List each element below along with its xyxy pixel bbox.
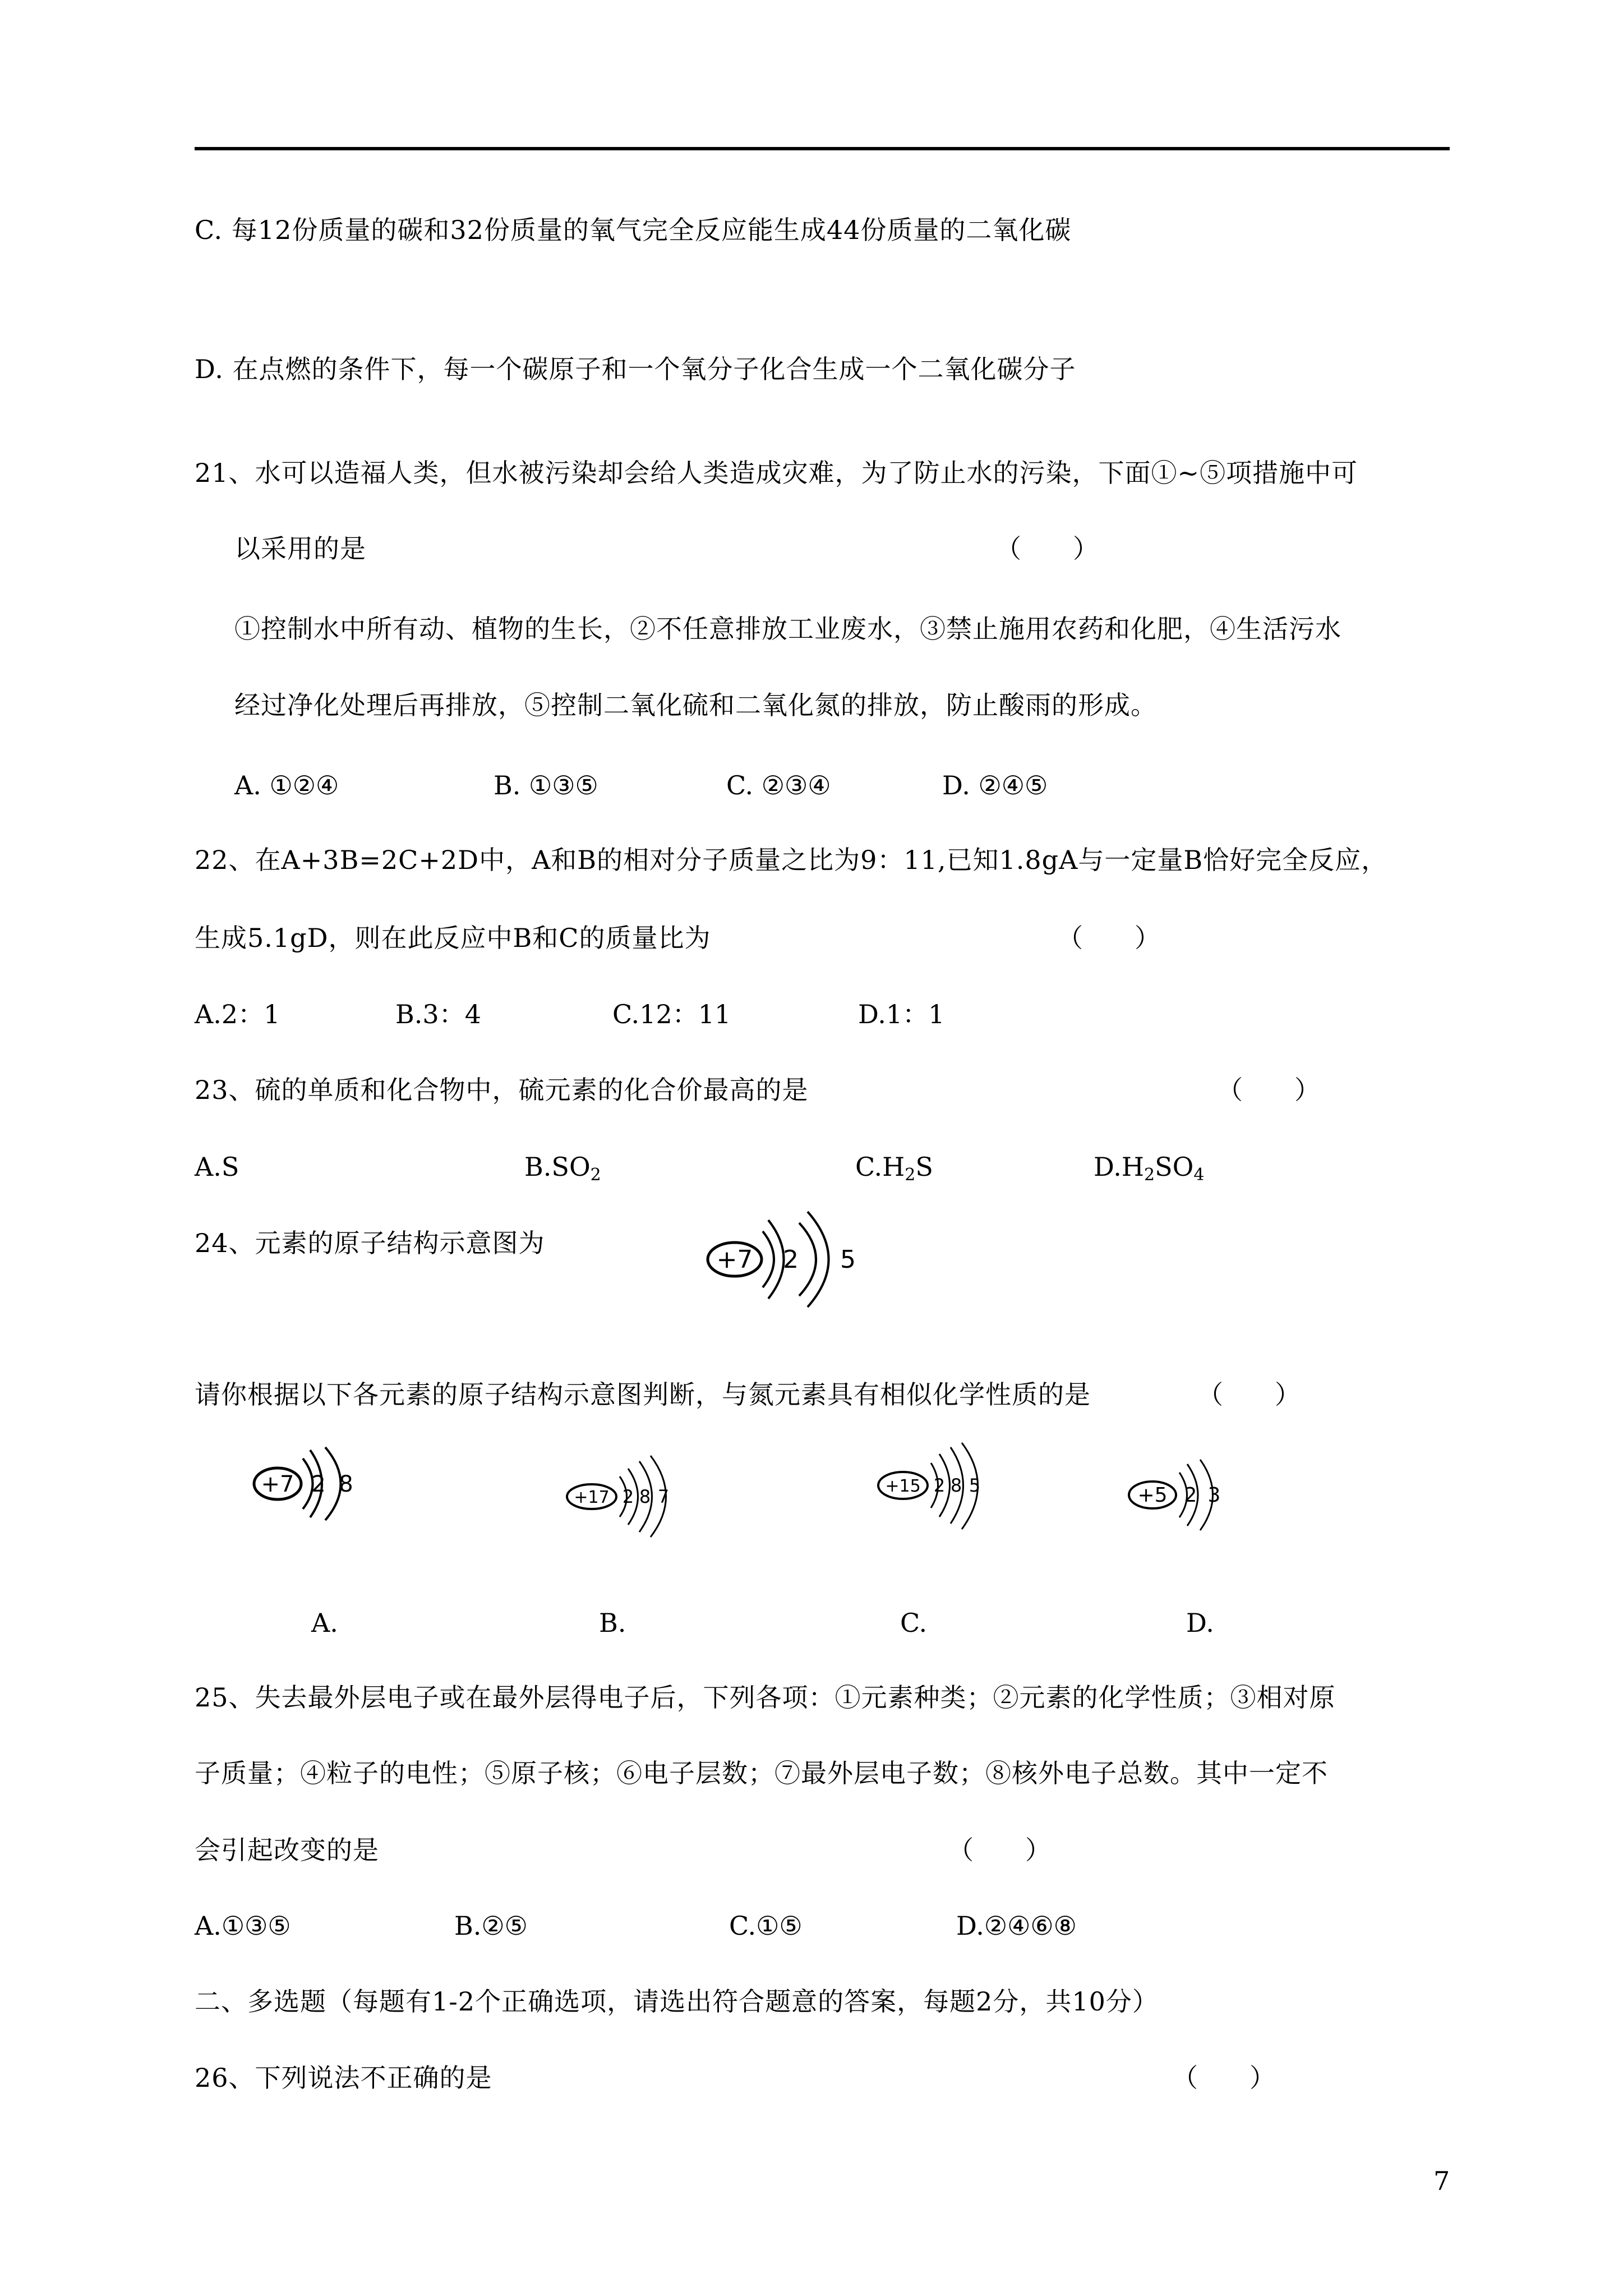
atom-c-shell-2-count: 8 (950, 1475, 962, 1496)
nitrogen-shell-arc-1b (768, 1220, 784, 1299)
q22-option-b: B.3：4 (395, 999, 481, 1029)
q26-answer-paren: （ ） (1172, 2063, 1275, 2093)
section-2-heading: 二、多选题（每题有1-2个正确选项，请选出符合题意的答案，每题2分，共10分） (195, 1986, 1159, 2017)
nitrogen-shell-arc-2 (799, 1223, 816, 1296)
atom-c-shell-1-count: 2 (933, 1475, 946, 1496)
nitrogen-atom-diagram (701, 1206, 886, 1313)
q25-stem-line-1: 25、失去最外层电子或在最外层得电子后，下列各项：①元素种类；②元素的化学性质；③相对原 (195, 1682, 1336, 1713)
page-number: 7 (1433, 2166, 1450, 2196)
nitrogen-shell-2-count: 5 (840, 1245, 856, 1274)
q26-stem: 26、下列说法不正确的是 (195, 2063, 492, 2093)
atom-b-shell-1-count: 2 (622, 1486, 634, 1507)
atom-a-shell-1-count: 2 (311, 1471, 326, 1497)
q21-items-line-1: ①控制水中所有动、植物的生长，②不任意排放工业废水，③禁止施用农药和化肥，④生活污水 (234, 614, 1341, 644)
header-rule (195, 147, 1450, 150)
atom-a-shell-2-count: 8 (339, 1471, 353, 1497)
q23-option-d: $D.H_2SO_4$ (1094, 1152, 1205, 1185)
q21-items-line-2: 经过净化处理后再排放，⑤控制二氧化硫和二氧化氮的排放，防止酸雨的形成。 (234, 690, 1157, 720)
atom-d-nucleus-label: +5 (1137, 1484, 1168, 1507)
q21-option-b: B. ①③⑤ (494, 770, 598, 800)
q23-stem: 23、硫的单质和化合物中，硫元素的化合价最高的是 (195, 1075, 809, 1105)
q24-stem: 24、元素的原子结构示意图为 (195, 1228, 545, 1258)
q25-stem-line-2: 子质量；④粒子的电性；⑤原子核；⑥电子层数；⑦最外层电子数；⑧核外电子总数。其中一定不 (195, 1758, 1328, 1788)
atom-c-label: C. (900, 1608, 928, 1638)
q21-answer-paren: （ ） (995, 533, 1099, 564)
q21-stem-line-2: 以采用的是 (234, 533, 366, 564)
q20-option-d: D. 在点燃的条件下，每一个碳原子和一个氧分子化合生成一个二氧化碳分子 (195, 354, 1076, 384)
q22-stem-line-1: 22、在A+3B=2C+2D中，A和B的相对分子质量之比为9：11,已知1.8gA与一定量B恰好完全反应， (195, 845, 1388, 875)
q22-stem-line-2: 生成5.1gD，则在此反应中B和C的质量比为 (195, 923, 711, 953)
q22-option-c: C.12：11 (612, 999, 731, 1029)
q23-option-c: $C.H_2S$ (855, 1152, 933, 1185)
atom-diagram-c (875, 1442, 1009, 1531)
atom-b-label: B. (599, 1608, 626, 1638)
atom-diagram-b (564, 1453, 698, 1537)
atom-b-shell-2-count: 8 (639, 1486, 651, 1507)
q25-stem-line-3: 会引起改变的是 (195, 1835, 379, 1865)
q23-option-b: $B.SO_2$ (524, 1152, 601, 1185)
q23-answer-paren: （ ） (1217, 1075, 1320, 1105)
nitrogen-nucleus-label: +7 (716, 1245, 753, 1274)
q23-option-a: A.S (195, 1152, 239, 1182)
atom-c-shell-3-count: 5 (969, 1475, 981, 1496)
q22-answer-paren: （ ） (1057, 923, 1160, 953)
atom-c-nucleus-label: +15 (885, 1476, 921, 1496)
q25-option-b: B.②⑤ (454, 1911, 528, 1941)
q21-option-a: A. ①②④ (234, 770, 339, 800)
atom-d-label: D. (1186, 1608, 1214, 1638)
q21-option-d: D. ②④⑤ (942, 770, 1048, 800)
q22-option-a: A.2：1 (195, 999, 280, 1029)
q21-option-c: C. ②③④ (726, 770, 831, 800)
atom-d-shell-1-count: 2 (1184, 1484, 1197, 1507)
nitrogen-shell-arc-1 (763, 1231, 774, 1287)
nitrogen-shell-1-count: 2 (783, 1245, 799, 1274)
nitrogen-shell-arc-2b (808, 1212, 829, 1307)
q25-option-c: C.①⑤ (729, 1911, 803, 1941)
q24-question: 请你根据以下各元素的原子结构示意图判断，与氮元素具有相似化学性质的是 (195, 1379, 1091, 1410)
q22-option-d: D.1：1 (858, 999, 945, 1029)
q20-option-c: C. 每12份质量的碳和32份质量的氧气完全反应能生成44份质量的二氧化碳 (195, 215, 1072, 245)
q24-answer-paren: （ ） (1197, 1379, 1301, 1410)
atom-a-nucleus-label: +7 (261, 1471, 294, 1497)
q21-stem-line-1: 21、水可以造福人类，但水被污染却会给人类造成灾难，为了防止水的污染，下面①~⑤项措施中可 (195, 458, 1358, 488)
atom-a-label: A. (311, 1608, 338, 1638)
atom-b-shell-3-count: 7 (657, 1486, 670, 1507)
q25-answer-paren: （ ） (948, 1835, 1051, 1865)
atom-d-shell-2-count: 3 (1207, 1484, 1221, 1507)
atom-diagram-d (1124, 1453, 1248, 1537)
atom-diagram-a (250, 1442, 362, 1526)
q25-option-a: A.①③⑤ (195, 1911, 291, 1941)
q25-option-d: D.②④⑥⑧ (956, 1911, 1077, 1941)
atom-b-nucleus-label: +17 (574, 1488, 610, 1507)
